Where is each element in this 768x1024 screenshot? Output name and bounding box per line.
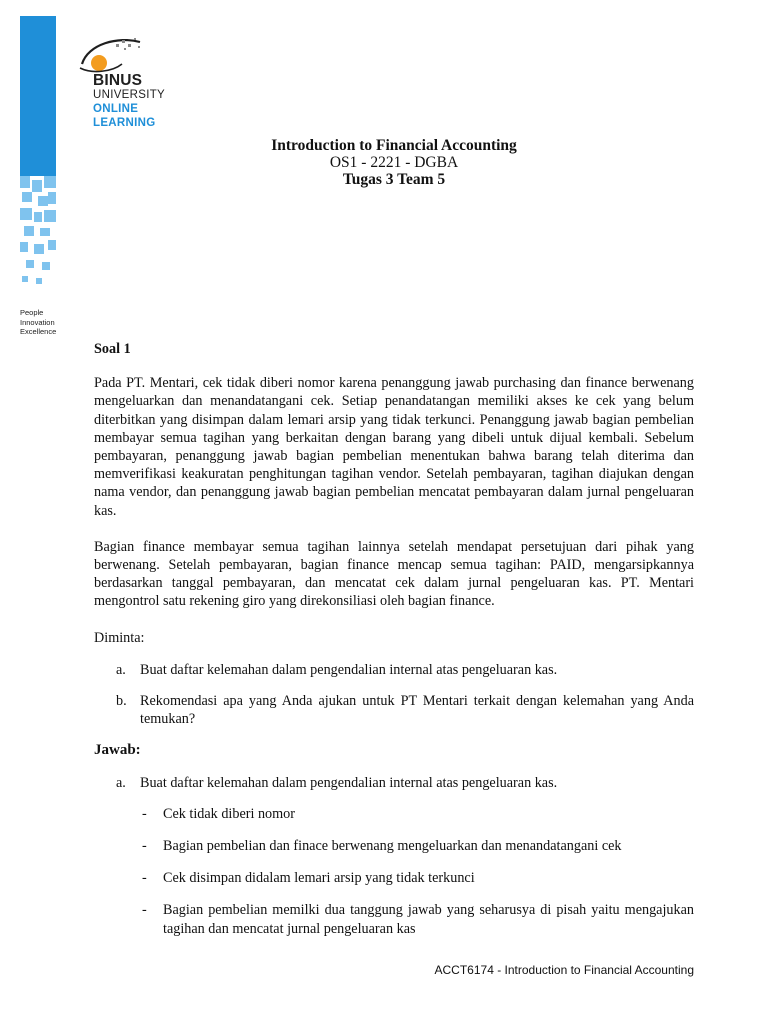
list-item bbox=[140, 869, 694, 887]
question-heading: Soal 1 bbox=[94, 341, 131, 357]
brand-tagline bbox=[20, 308, 56, 337]
list-item-text: Cek disimpan didalam lemari arsip yang tidak terkunci bbox=[163, 870, 475, 887]
binus-logo-icon bbox=[78, 34, 158, 76]
assignment-title: Tugas 3 Team 5 bbox=[342, 171, 446, 188]
question-text: Buat daftar kelemahan dalam pengendalian internal atas pengeluaran kas. bbox=[140, 661, 558, 678]
document-title: Introduction to Financial Accounting bbox=[271, 137, 517, 154]
side-decorative-bar bbox=[20, 16, 56, 288]
list-item-text: Bagian pembelian dan finace berwenang mengeluarkan dan menandatangani cek bbox=[163, 838, 622, 855]
brand-wordmark bbox=[93, 74, 165, 130]
question-text: Rekomendasi apa yang Anda ajukan untuk PT Mentari terkait dengan kelemahan yang Anda temukan? bbox=[140, 693, 694, 728]
tagline-line: People bbox=[20, 308, 44, 317]
brand-university: UNIVERSITY bbox=[93, 89, 166, 101]
question-label: a. bbox=[116, 661, 126, 678]
question-item bbox=[94, 692, 694, 728]
course-code: OS1 - 2221 - DGBA bbox=[329, 154, 459, 171]
list-item-text: Cek tidak diberi nomor bbox=[163, 805, 295, 822]
document-header bbox=[94, 137, 694, 188]
page-footer: ACCT6174 - Introduction to Financial Accounting bbox=[434, 963, 694, 977]
brand-learning: LEARNING bbox=[93, 117, 156, 129]
dash-bullet: - bbox=[142, 902, 147, 919]
list-item bbox=[140, 805, 694, 823]
dash-bullet: - bbox=[142, 838, 147, 855]
diminta-label: Diminta: bbox=[94, 629, 145, 646]
answer-label: a. bbox=[116, 774, 126, 791]
question-item bbox=[94, 661, 694, 679]
case-paragraph: Bagian finance membayar semua tagihan lainnya setelah mendapat persetujuan dari pihak yang berwenang. Setelah pembayaran, bagian finance mencap semua tagihan: PAID, mengarsipkannya berdasarkan tanggal pembayaran, dan mencatat cek dalam jurnal pengeluaran kas. PT. Mentari mengontrol satu rekening giro yang direkonsiliasi oleh bagian finance. bbox=[94, 538, 694, 610]
case-paragraph: Pada PT. Mentari, cek tidak diberi nomor karena penanggung jawab purchasing dan finance berwenang mengeluarkan dan menandatangani cek. Setiap penandatangan memiliki akses ke cek yang belum diterbitkan yang disimpan dalam lemari arsip yang tidak terkunci. Penanggung jawab bagian pembelian membayar semua tagihan yang berkaitan dengan barang yang dibeli untuk dijual kembali. Sebelum pembayaran, penanggung jawab bagian pembelian menentukan bahwa barang telah diterima dan memverifikasi keakuratan penghitungan tagihan vendor. Setelah pembayaran, tagihan diajukan dengan nama vendor, dan penanggung jawab bagian pembelian mencatat pembayaran dalam jurnal pengeluaran kas. bbox=[94, 375, 694, 519]
list-item bbox=[140, 901, 694, 937]
list-item bbox=[140, 837, 694, 855]
tagline-line: Innovation bbox=[20, 317, 55, 327]
brand-name: BINUS bbox=[93, 72, 143, 89]
dash-bullet: - bbox=[142, 805, 147, 822]
dash-bullet: - bbox=[142, 870, 147, 887]
answer-text: Buat daftar kelemahan dalam pengendalian internal atas pengeluaran kas. bbox=[140, 774, 558, 791]
question-label: b. bbox=[116, 693, 127, 710]
tagline-line: Excellence bbox=[20, 327, 57, 336]
weakness-list bbox=[140, 805, 694, 938]
answer-item bbox=[94, 774, 694, 792]
answer-heading: Jawab: bbox=[94, 742, 141, 759]
list-item-text: Bagian pembelian memilki dua tanggung jawab yang seharusya di pisah yaitu mengajukan tagihan dan mencatat jurnal pengeluaran kas bbox=[163, 902, 694, 937]
brand-online: ONLINE bbox=[93, 103, 139, 115]
document-body bbox=[94, 340, 694, 952]
